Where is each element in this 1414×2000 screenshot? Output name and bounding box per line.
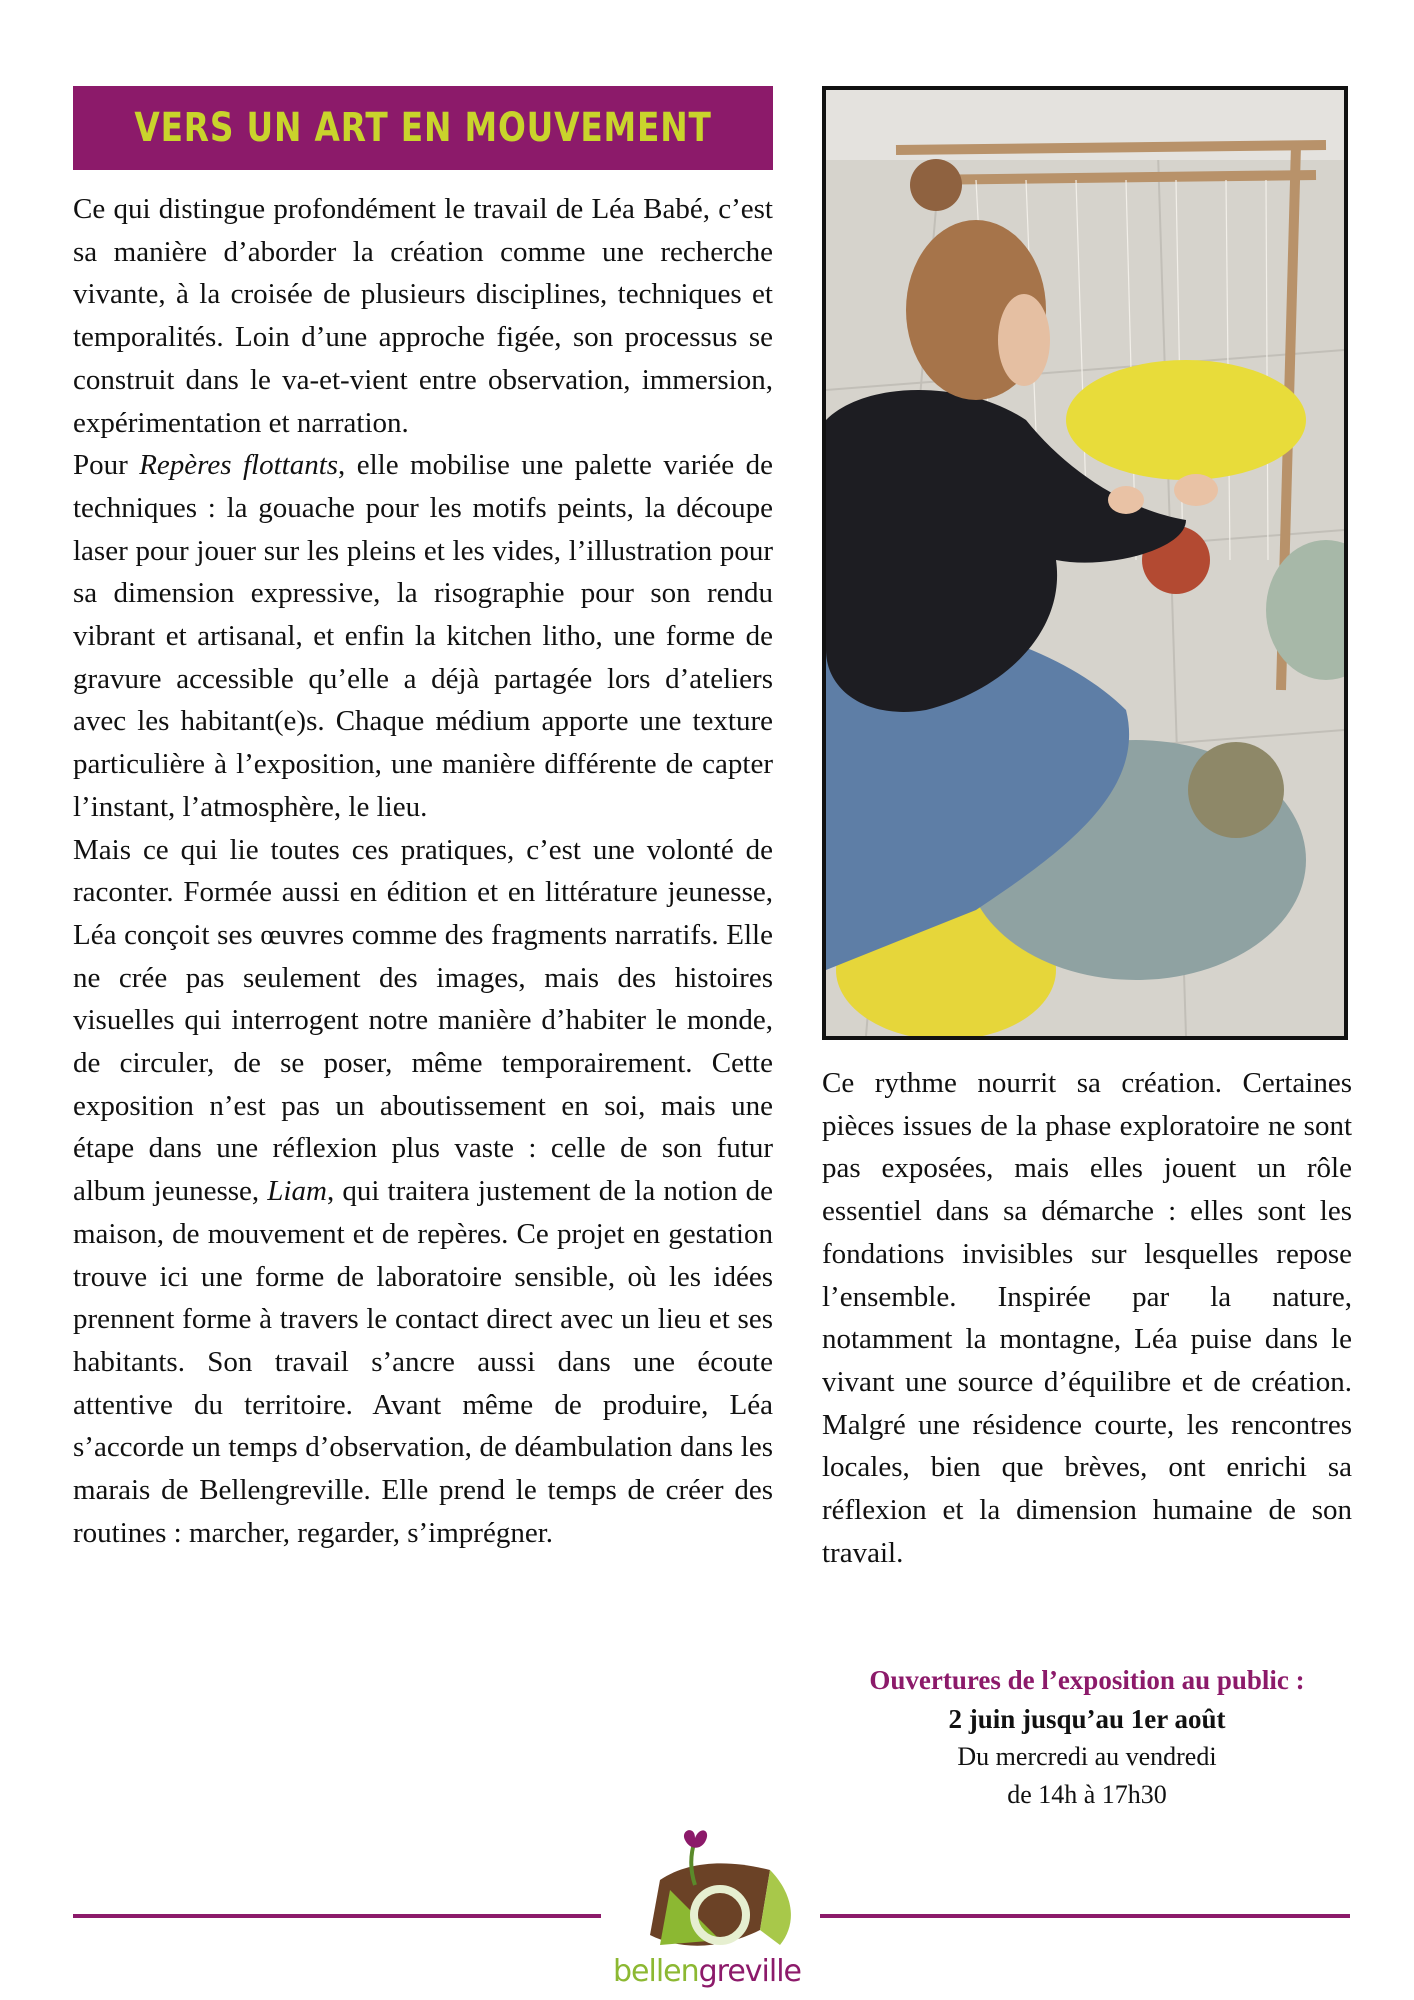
exhibition-opening-info	[822, 1660, 1352, 1814]
photo-illustration	[826, 90, 1344, 1036]
section-title-bar	[73, 86, 773, 170]
opening-days: Du mercredi au vendredi	[957, 1742, 1217, 1771]
iris-flower-and-numeral-six-emblem	[600, 1820, 814, 1954]
paragraph: Ce rythme nourrit sa création. Certaines pièces issues de la phase exploratoire ne sont pas exposées, mais elles jouent un rôle essentiel dans sa démarche : elles sont les fondations invisibles sur lesquelles repose l’ensemble. Inspirée par la nature, notamment la montagne, Léa puise dans le vivant une source d’équilibre et de création. Malgré une résidence courte, les rencontres locales, bien que brèves, ont enrichi sa réflexion et la dimension humaine de son travail.	[822, 1067, 1352, 1569]
paragraph	[73, 444, 773, 828]
opening-dates: 2 juin jusqu’au 1er août	[948, 1704, 1226, 1734]
album-title-italic: Liam	[267, 1175, 327, 1208]
logo-wordmark	[600, 1954, 814, 1989]
text-run: Mais ce qui lie toutes ces pratiques, c’est une volonté de raconter. Formée aussi en édition et en littérature jeunesse, Léa conçoit ses œuvres comme des fragments narratifs. Elle ne crée pas seulement des images, mais des histoires visuelles qui interrogent notre manière d’habiter le monde, de circuler, de se poser, même temporairement. Cette exposition n’est pas un aboutissement en soi, mais une étape dans une réflexion plus vaste : celle de son futur album jeunesse,	[73, 833, 773, 1208]
artwork-title-italic: Repères flottants	[139, 449, 339, 482]
footer-rule-left	[73, 1914, 601, 1918]
footer-rule-right	[820, 1914, 1350, 1918]
opening-hours: de 14h à 17h30	[1007, 1780, 1167, 1809]
opening-heading: Ouvertures de l’exposition au public :	[869, 1665, 1305, 1695]
text-run: , qui traitera justement de la notion de maison, de mouvement et de repères. Ce projet en gestation trouve ici une forme de laboratoire sensible, où les idées prennent forme à travers le contact direct avec un lieu et ses habitants. Son travail s’ancre aussi dans une écoute attentive du territoire. Avant même de produire, Léa s’accorde un temps d’observation, de déambulation dans les marais de Bellengreville. Elle prend le temps de créer des routines : marcher, regarder, s’imprégner.	[73, 1175, 773, 1549]
text-run: Pour	[73, 449, 140, 482]
logo-text-part2: greville	[698, 1954, 802, 1989]
left-column-text	[73, 188, 773, 1555]
section-title: VERS UN ART EN MOUVEMENT	[134, 105, 712, 151]
artist-weaving-photo	[822, 86, 1348, 1040]
paragraph	[73, 829, 773, 1555]
right-column-text	[822, 1062, 1352, 1574]
bellengreville-logo	[600, 1820, 814, 2000]
paragraph: Ce qui distingue profondément le travail de Léa Babé, c’est sa manière d’aborder la création comme une recherche vivante, à la croisée de plusieurs disciplines, techniques et temporalités. Loin d’une approche figée, son processus se construit dans le va-et-vient entre observation, immersion, expérimentation et narration.	[73, 193, 773, 439]
logo-text-part1: bellen	[612, 1954, 699, 1989]
text-run: , elle mobilise une palette variée de techniques : la gouache pour les motifs peints, la découpe laser pour jouer sur les pleins et les vides, l’illustration pour sa dimension expressive, la risographie pour son rendu vibrant et artisanal, et enfin la kitchen litho, une forme de gravure accessible qu’elle a déjà partagée lors d’ateliers avec les habitant(e)s. Chaque médium apporte une texture particulière à l’exposition, une manière différente de capter l’instant, l’atmosphère, le lieu.	[73, 449, 773, 823]
